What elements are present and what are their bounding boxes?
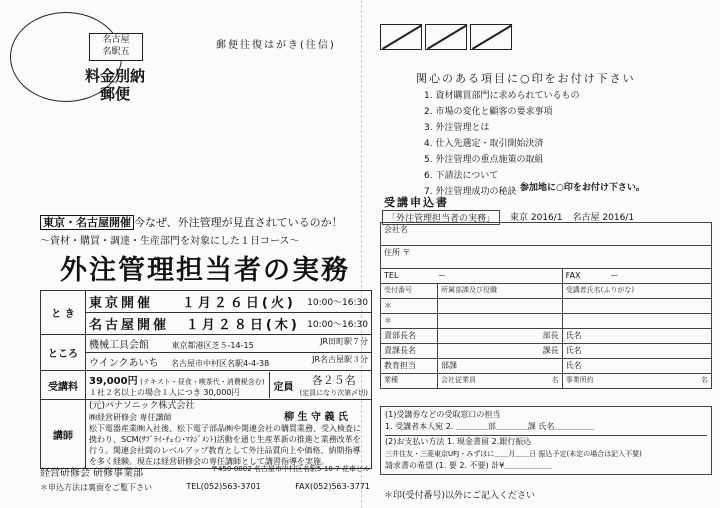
where-label: ところ xyxy=(41,335,86,371)
postcode-box xyxy=(470,24,512,50)
venue1-station: JR田町駅７分 xyxy=(320,337,368,346)
name-field[interactable] xyxy=(562,314,711,329)
info-row-when xyxy=(41,291,372,313)
office-field[interactable]: 事業所約 名 xyxy=(562,374,711,389)
lead-tag: 東京・名古屋開催 xyxy=(40,215,134,230)
col-dept: 所属部課及び役職 xyxy=(438,284,563,299)
lecturer-affiliation: ㈱経営研修会 専任講師 xyxy=(89,413,172,422)
org-postcode: 〒450-0002 名古屋市中村区名駅5-10-7 花車ビル xyxy=(210,465,370,473)
course-name: 「外注管理担当者の実務」 xyxy=(382,210,500,225)
dept-field[interactable] xyxy=(438,299,563,314)
list-item[interactable]: 4. 仕入先選定・取引開始決済 xyxy=(424,139,544,149)
fax-field[interactable]: FAX ー xyxy=(562,269,711,284)
nagoya-date: １月２８日(木) xyxy=(185,318,300,333)
capacity-note: (定員になり次第〆切) xyxy=(299,389,368,397)
ad-subtitle: ～資材・購買・調達・生産部門を対象にした１日コース～ xyxy=(40,236,300,247)
list-item[interactable]: 2. 市場の変化と顧客の要求事項 xyxy=(424,107,553,117)
edu-label: 教育担当 xyxy=(381,359,438,374)
lecturer-name: 柳 生 守 義 氏 xyxy=(284,412,348,423)
tokyo-choice[interactable]: 東京 2016/1 xyxy=(510,213,563,223)
info-row-when2 xyxy=(41,313,372,335)
org-fax: FAX(052)563-3771 xyxy=(295,482,370,491)
ad-title: 外注管理担当者の実務 xyxy=(60,255,350,286)
nagoya-label: 名古屋開催 xyxy=(89,318,170,333)
chief-label: 責部長名 xyxy=(381,329,438,344)
tokyo-time: 10:00～16:30 xyxy=(307,298,368,308)
note-line[interactable]: 請求書の希望 (1. 要 2. 不要) 計¥＿＿＿＿＿＿ xyxy=(385,461,553,470)
postal-mark xyxy=(10,12,145,103)
lead-text: 今なぜ、外注管理が見直されているのか！ xyxy=(134,216,343,229)
note-line: (1)受講券などの受取窓口の担当 xyxy=(385,410,501,419)
tokyo-label: 東京開催 xyxy=(89,296,154,311)
list-item[interactable]: 5. 外注管理の重点施策の取組 xyxy=(424,155,544,165)
edu-name-field[interactable]: 氏名 xyxy=(562,359,711,374)
card-type: 郵便往復はがき(往信) xyxy=(216,40,336,51)
apply-title: 受講申込書 xyxy=(384,196,449,209)
company-field[interactable]: 会社名 xyxy=(381,223,712,246)
info-row-where xyxy=(41,335,372,353)
receipt-cell: ＊ xyxy=(381,314,438,329)
list-item[interactable]: 1. 資材購買部門に求められているもの xyxy=(424,91,580,101)
industry-field[interactable]: 業種 xyxy=(381,374,438,389)
organizer: 経営研修会 研修事業部 xyxy=(40,468,144,479)
section-field[interactable]: 課長 xyxy=(438,344,563,359)
when-label: と き xyxy=(41,291,86,335)
lecturer-label: 講師 xyxy=(41,400,86,469)
tokyo-date: １月２６日(火) xyxy=(181,296,296,311)
list-item[interactable]: 3. 外注管理とは xyxy=(424,123,490,133)
postal-location: 名古屋 名駅五 xyxy=(89,33,143,61)
name-field[interactable] xyxy=(562,299,711,314)
mark-note: 参加地に○印をお付け下さい。 xyxy=(520,183,645,193)
chief-field[interactable]: 部長 xyxy=(438,329,563,344)
section-name-field[interactable]: 氏名 xyxy=(562,344,711,359)
capacity: 各２５名 xyxy=(311,374,356,387)
info-row-where2 xyxy=(41,353,372,371)
postcode-box xyxy=(425,24,467,50)
lecturer-bio: 松下電器産業㈱入社後、松下電子部品㈱や関連会社の購買業務、受入検査に携わり、SCM(ｻﾌﾟﾗｲ･ﾁｪｲﾝ･ﾏﾈｼﾞﾒﾝﾄ)活動を通じ生産革新の推進と業務改革を行う。関連会社間のレベルアップ教育として外注品質向上や価格、納期指導を多く経験。現在は経営研修会の専任講師として講習指導を実施。 xyxy=(89,424,361,466)
note-line[interactable]: 三井住友・三菱東京UFJ・みずほに＿＿月＿＿日 振込予定(未定の場合は記入不要) xyxy=(385,450,642,458)
nagoya-choice[interactable]: 名古屋 2016/1 xyxy=(572,213,635,223)
nagoya-time: 10:00～16:30 xyxy=(307,320,368,330)
chief-name-field[interactable]: 氏名 xyxy=(562,329,711,344)
employees-field[interactable]: 会社従業員 名 xyxy=(438,374,563,389)
fee-note: (テキスト・昼食・喫茶代・消費税含む) xyxy=(140,378,265,386)
venue1-addr: 東京都港区芝５-14-15 xyxy=(171,341,254,350)
form-footer: ＊印(受付番号)以外にご記入ください xyxy=(384,491,536,501)
venue2-station: JR名古屋駅３分 xyxy=(312,355,368,364)
list-item[interactable]: 6. 下請法について xyxy=(424,171,499,181)
list-item[interactable]: 7. 外注管理成功の秘訣 xyxy=(424,187,517,197)
note-line[interactable]: (2)お支払い方法 1. 現金書留 2.銀行振込 xyxy=(385,435,707,448)
postcode-boxes xyxy=(380,24,515,54)
postal-fee: 料金別納 郵便 xyxy=(84,67,145,103)
back-note: ＊申込方法は裏面をご覧下さい xyxy=(40,483,152,492)
capacity-label: 定員 xyxy=(273,381,294,393)
receipt-cell: ＊ xyxy=(381,299,438,314)
col-name: 受講者氏名(ふりがな) xyxy=(562,284,711,299)
application-form xyxy=(380,222,712,389)
venue2-addr: 名古屋市中村区名駅4-4-38 xyxy=(171,359,270,368)
venue2: ウインクあいち xyxy=(89,358,159,369)
tel-field[interactable]: TEL ー xyxy=(381,269,563,284)
address-field[interactable]: 住所 〒 xyxy=(381,246,712,269)
edu-field[interactable]: 部課 xyxy=(438,359,563,374)
ad-footer xyxy=(40,464,370,493)
org-tel: TEL(052)563-3701 xyxy=(186,482,261,491)
postcode-box xyxy=(380,24,422,50)
venue1: 機械工具会館 xyxy=(89,340,149,351)
section-label: 責課長名 xyxy=(381,344,438,359)
fee-label: 受講料 xyxy=(41,371,86,400)
info-row-fee xyxy=(41,371,372,400)
fee-main: 39,000円 xyxy=(89,376,138,387)
note-line[interactable]: 1. 受講者本人宛 2. ＿＿＿＿部＿＿＿＿課 氏名＿＿＿＿＿ xyxy=(385,422,595,431)
ad-lead xyxy=(40,214,343,230)
dept-field[interactable] xyxy=(438,314,563,329)
seminar-info-table xyxy=(40,290,372,469)
interest-title: 関心のある項目に○印をお付け下さい xyxy=(416,72,636,85)
lecturer-company: (元)パナソニック株式会社 xyxy=(89,401,195,411)
application-notes xyxy=(380,406,712,475)
info-row-lecturer xyxy=(41,400,372,469)
fee-group: １社２名以上の場合１人につき 30,000円 xyxy=(89,388,240,397)
col-receipt: 受付番号 xyxy=(381,284,438,299)
